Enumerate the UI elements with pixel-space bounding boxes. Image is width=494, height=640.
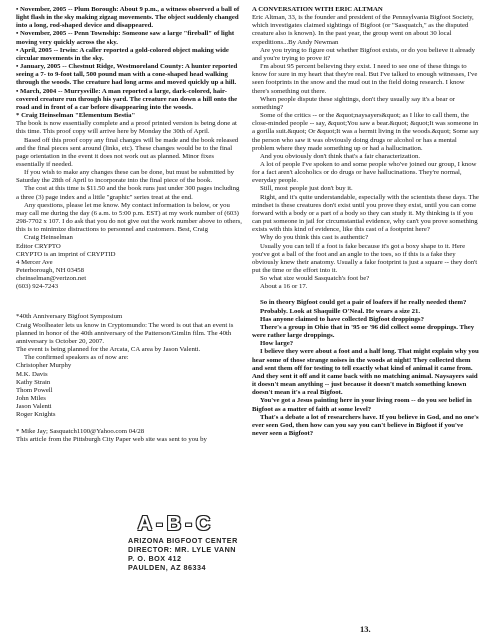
sighting-item: • November, 2005 -- Penn Township: Someone saw a large "fireball" of light moving very quickly across the sky.	[16, 30, 235, 46]
book-paragraph: Based off this proof copy any final changes will be made and the book released and the final pieces sent around (links, etc). These changes would be to the final page orientation in the event it does not work out as planned. Minor fixes essentially if needed.	[16, 136, 239, 168]
interview-answer: There's a group in Ohio that in '95 or '96 did collect some droppings. They were rather large droppings.	[252, 323, 475, 340]
sighting-item: • November, 2005 -- Plum Borough: About 9 p.m., a witness observed a ball of light flash in the sky making zigzag movements. The object suddenly changed into a long, rod-shaped device and disappeared.	[16, 6, 240, 30]
signature-line: Editor CRYPTO	[16, 242, 61, 250]
interview-answer: A lot of people I've spoken to and some people who've joined our group, I know for a fact aren't alcoholics or do drugs or have hallucinations. They're normal, everyday people.	[252, 160, 477, 185]
section-gap	[16, 291, 242, 313]
interview-answer: That's a debate a lot of researchers have. If you believe in God, and no one's ever seen God, then how can you say you can't believe in Bigfoot if you've never seen a Bigfoot?	[252, 413, 479, 437]
interview-question: Still, most people just don't buy it.	[260, 185, 353, 193]
interview-question: How large?	[260, 340, 294, 348]
interview-answer: Some of the critics -- or the &quot;naysayers&quot; as I like to call them, the close-minded people -- say, &quot;You saw a bear.&quot; &quot;It was someone in a gorilla suit.&quot; Or &quot;It was a hermit living in the woods.&quot; Some say the person who saw it was obviously doing drugs or alcohol or has a mental problem where they made something up or had a hallucination.	[252, 112, 479, 152]
signature-name: Craig Heinselman	[24, 234, 73, 242]
arizona-bigfoot-center-stamp	[100, 513, 240, 588]
sighting-item: • March, 2004 -- Murrysville: A man reported a large, dark-colored, hair-covered creature run through his yard. The creature ran down a hill onto the road and in front of a car before disappearing into the woods.	[16, 87, 238, 111]
stamp-line: ARIZONA BIGFOOT CENTER	[128, 536, 238, 545]
speaker-name: Thom Powell	[16, 386, 53, 394]
section-gap	[252, 291, 480, 299]
signature-phone: (603) 924-7243	[16, 283, 59, 291]
interview-answer: Right, and it's quite understandable, especially with the scientists these days. The mindset is these creatures don't exist until you prove they exist, until you can come forward with a body or a part of a body so they can study it. My thinking is if you can put someone in jail for circumstantial evidence, why can't you prove something exists with this kind of evidence, like this cast of a footprint here?	[252, 193, 479, 234]
book-paragraph: The cost at this time is $11.50 and the book runs just under 300 pages including a three (3) page index and a little "graphic" series treat at the end.	[16, 185, 240, 201]
interview-answer: About a 16 or 17.	[260, 283, 308, 291]
interview-question: So in theory Bigfoot could get a pair of loafers if he really needed them?	[260, 299, 467, 307]
stamp-line: P. O. BOX 412	[128, 554, 182, 563]
interview-question: Has anyone claimed to have collected Bigfoot droppings?	[260, 315, 424, 323]
speaker-name: John Miles	[16, 395, 46, 403]
book-heading: * Craig Heinselman "Elementum Bestia"	[16, 112, 136, 120]
interview-answer: Usually you can tell if a foot is fake because it's got a boxy shape to it. Here you've got a ball of the foot and an angle to the toes, so if this is a fake they obviously knew their anatomy. Usually a fake footprint is just a square -- they don't put the time or the effort into it.	[252, 242, 478, 274]
interview-question: Are you trying to figure out whether Bigfoot exists, or do you believe it already and you're trying to prove it?	[252, 46, 476, 62]
interview-answer: I believe they were about a foot and a half long. That might explain why you hear some of those strange noises in the woods at night! They collected them and sent them off for testing to tell exactly what kind of animal it came from. And they sent it off and it came back with no matching animal. Naysayers said it doesn't mean anything -- just because it doesn't match something known doesn't mean it's a real Bigfoot.	[252, 348, 479, 397]
symposium-paragraph: Craig Woolheater lets us know in Cryptomundo: The word is out that an event is planned in honor of the 40th anniversary of the Patterson/Gimlin film. The 40th anniversary is October 20, 2007.	[16, 321, 234, 345]
section-gap	[16, 420, 242, 428]
book-paragraph: If you wish to make any changes these can be done, but must be submitted by Saturday the 28th of April to incorporate into the final piece of the book.	[16, 169, 234, 185]
stamp-line: DIRECTOR: MR. LYLE VANN	[128, 545, 237, 554]
symposium-title: *40th Anniversary Bigfoot Symposium	[16, 313, 123, 321]
stamp-line: PAULDEN, AZ 86334	[128, 563, 206, 572]
interview-answer: I'm about 95 percent believing they exist. I need to see one of these things to know for sure in my heart that they're real. But I've talked to enough witnesses, I've seen footprints in the snow and the mud out in the field doing research. I know there's something out there.	[252, 63, 478, 95]
speaker-name: Kathy Strain	[16, 378, 51, 386]
symposium-paragraph: The event is being planned for the Arcata, CA area by Jason Valenti.	[16, 346, 201, 354]
speaker-name: Christopher Murphy	[16, 362, 72, 370]
speaker-name: M.K. Davis	[16, 370, 48, 378]
speaker-name: Roger Knights	[16, 411, 56, 419]
book-paragraph: The book is now essentially complete and a proof printed version is being done at this time. This proof copy will arrive here by Monday the 30th of April.	[16, 120, 237, 136]
speaker-name: Jason Valenti	[16, 403, 52, 411]
signature-line: CRYPTO is an imprint of CRYPTID	[16, 250, 116, 258]
right-column	[252, 6, 480, 606]
interview-question: You've got a Jesus painting here in your living room -- do you see belief in Bigfoot as a matter of faith at some level?	[252, 397, 472, 413]
interview-question: And you obviously don't think that's a fair characterization.	[260, 152, 421, 160]
signature-line: 4 Mercer Ave	[16, 258, 53, 266]
interview-answer: Probably. Look at Shaquille O'Neal. He wears a size 21.	[260, 307, 421, 315]
interview-question: Why do you think this cast is authentic?	[260, 234, 369, 242]
page-number: 13.	[360, 624, 371, 634]
abc-logo: A-B-C	[137, 513, 215, 535]
book-paragraph: Any questions, please let me know. My contact information is below, or you may call me during the day (6 a.m. to 5:00 p.m. EST) at my work number of (603) 298-7702 x 107. I do ask that you do not give out the work number above to others, this is to minimize distractions to personnel and customers. Best, Craig	[16, 201, 242, 234]
sighting-item: • April, 2005 -- Irwin: A caller reported a gold-colored object making wide circular movements in the sky.	[16, 46, 229, 62]
contributor-line: This article from the Pittsburgh City Paper web site was sent to you by	[16, 435, 207, 443]
signature-line: Peterborough, NH 03458	[16, 267, 85, 274]
signature-email: cheinselman@verizon.net	[16, 275, 87, 283]
interview-question: When people dispute these sightings, don't they usually say it's a bear or something?	[252, 95, 455, 111]
contributor-line: * Mike Jay; Sasquatch1100@Yahoo.com 04/28	[16, 427, 145, 435]
interview-intro: Eric Altman, 33, is the founder and president of the Pennsylvania Bigfoot Society, which investigates claimed sightings of Bigfoot (or "Sasquatch," as the disputed creature also is known). In the past year, the group went on about 30 local expeditions...By Andy Newman	[252, 14, 474, 46]
interview-question: So what size would Sasquatch's foot be?	[260, 275, 370, 283]
symposium-paragraph: The confirmed speakers as of now are:	[24, 354, 129, 362]
interview-title: A CONVERSATION WITH ERIC ALTMAN	[252, 6, 383, 13]
sighting-item: • January, 2005 -- Chestnut Ridge, Westmoreland County: A hunter reported seeing a 7- to 9-foot tall, 500 pound man with a cone-shaped head walking through the woods. The creature had long arms and moved quickly up a hill.	[16, 63, 238, 87]
